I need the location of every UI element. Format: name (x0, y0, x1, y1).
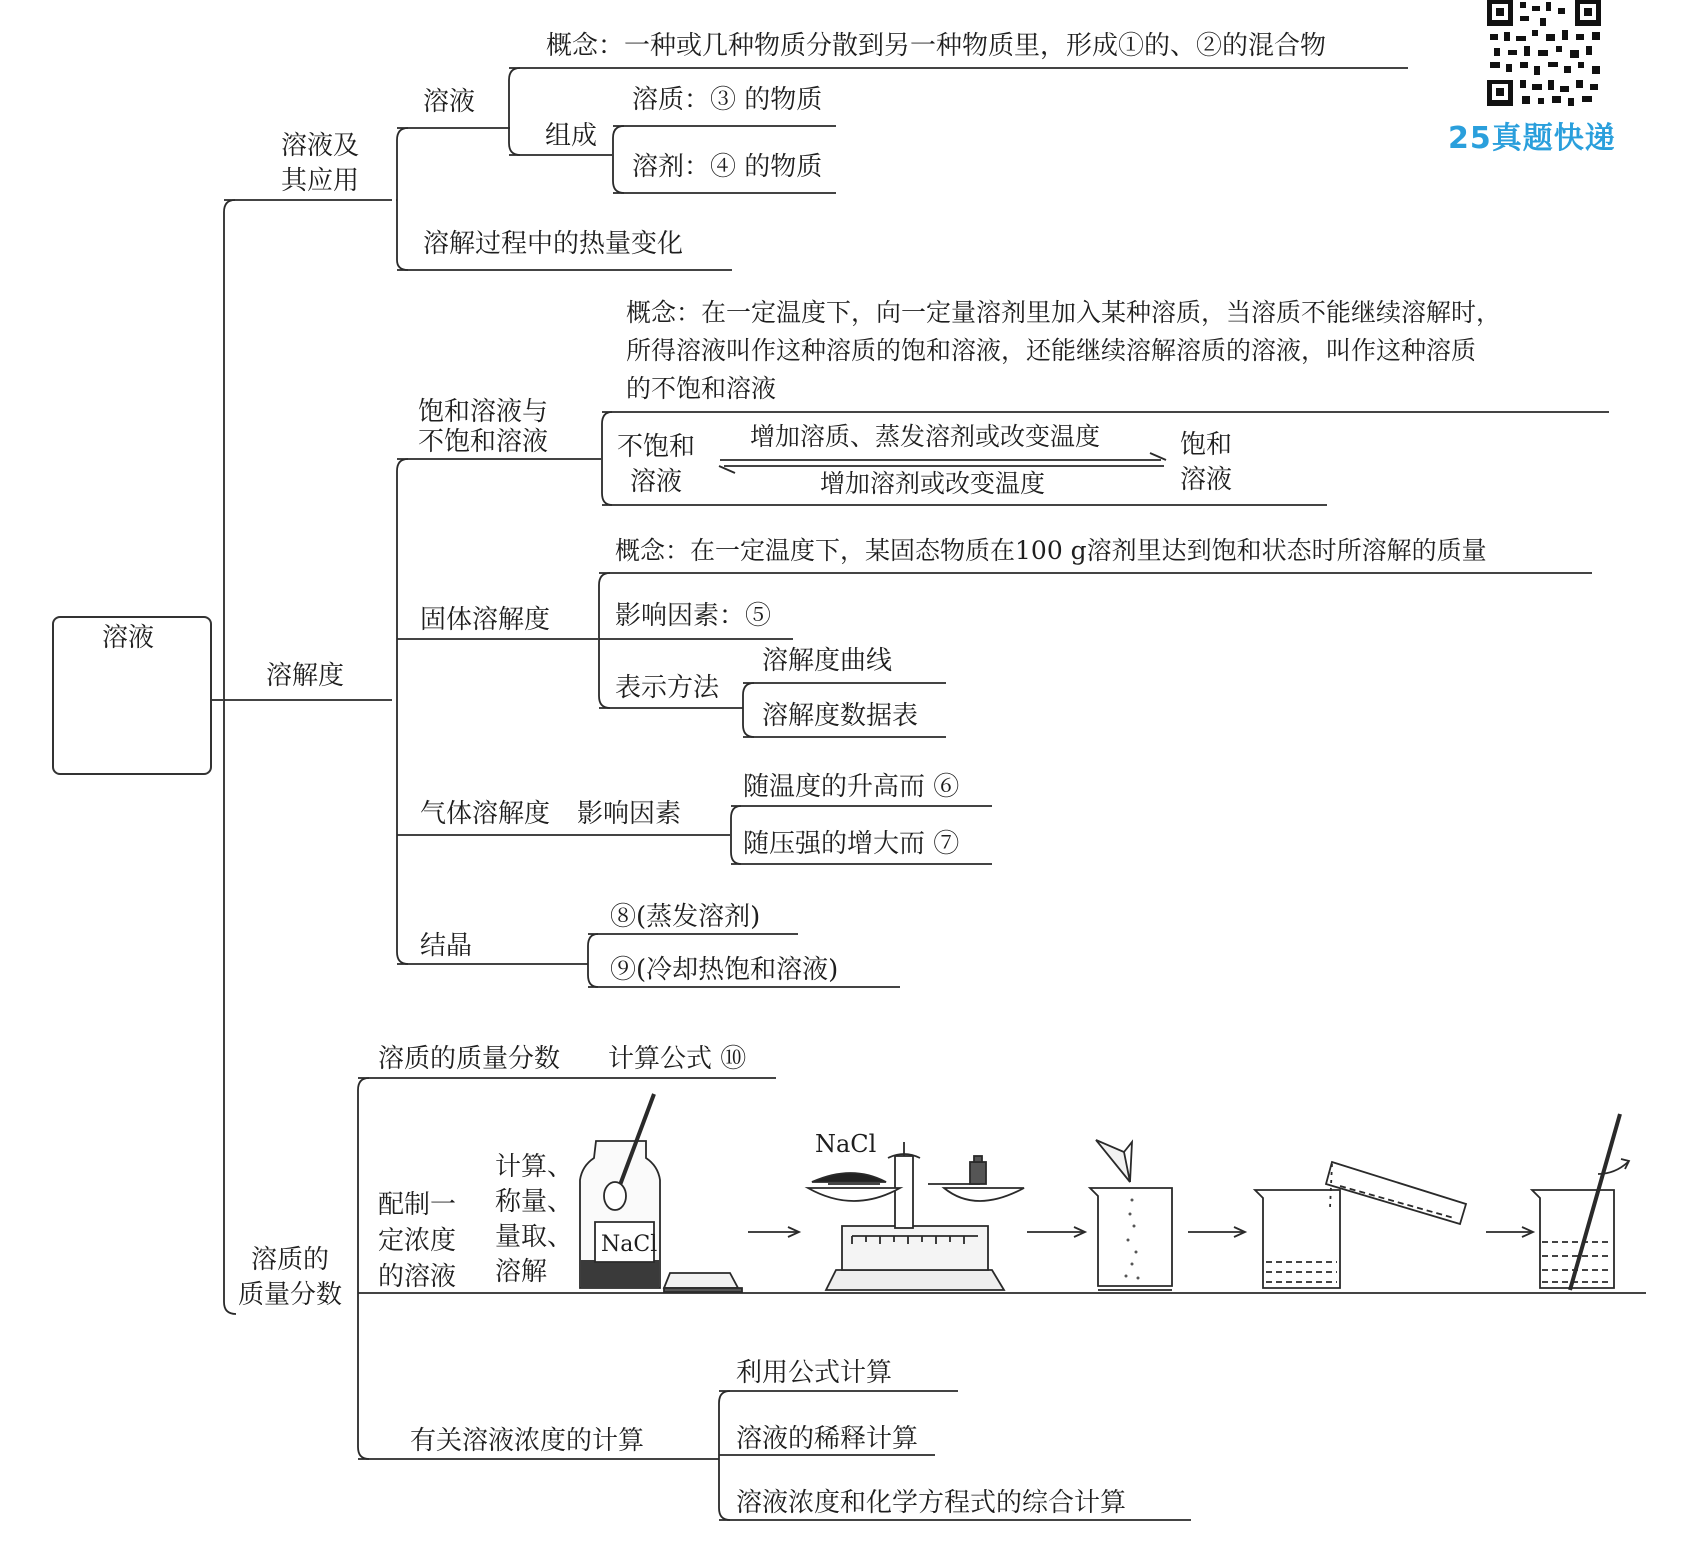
gas-temperature: 随温度的升高而 ⑥ (743, 772, 960, 802)
saturated-concept-line3: 的不饱和溶液 (626, 374, 777, 403)
calc-formula: 利用公式计算 (736, 1358, 893, 1388)
gas-factors: 影响因素 (577, 799, 682, 829)
prep-step-dissolve: 溶解 (495, 1257, 548, 1287)
b1-bracket (397, 128, 408, 270)
solution-concept: 概念：一种或几种物质分散到另一种物质里，形成①的、②的混合物 (546, 31, 1327, 61)
heat-change-node: 溶解过程中的热量变化 (423, 229, 684, 259)
saturated-concept-line1: 概念：在一定温度下，向一定量溶剂里加入某种溶质，当溶质不能继续溶解时， (626, 298, 1502, 327)
solid-factors: 影响因素：⑤ (615, 601, 772, 631)
balance-icon (808, 1142, 1024, 1290)
solute-item: 溶质：③ 的物质 (632, 85, 823, 115)
solvent-item: 溶剂：④ 的物质 (632, 152, 823, 182)
concentration-calc-node: 有关溶液浓度的计算 (410, 1426, 645, 1456)
crystal-method2: ⑨(冷却热饱和溶液) (610, 955, 839, 985)
calc-dilution: 溶液的稀释计算 (736, 1424, 919, 1454)
saturated-concept-line2: 所得溶液叫作这种溶质的饱和溶液，还能继续溶解溶质的溶液，叫作这种溶质 (626, 336, 1477, 365)
cylinder-pouring-icon (1255, 1162, 1466, 1288)
gas-solubility-node: 气体溶解度 (420, 799, 551, 829)
forward-condition: 增加溶质、蒸发溶剂或改变温度 (750, 422, 1101, 451)
methods-node: 表示方法 (615, 673, 720, 703)
brand-caption: 25真题快递 (1448, 121, 1616, 156)
b3-bracket (358, 1078, 369, 1459)
saturated-line1: 饱和 (1180, 430, 1233, 460)
b3-label-line1: 溶质的 (251, 1245, 330, 1275)
saturated-line2: 溶液 (1180, 465, 1233, 495)
method-table: 溶解度数据表 (762, 701, 919, 731)
balance-label: NaCl (815, 1130, 877, 1158)
backward-condition: 增加溶剂或改变温度 (820, 469, 1046, 498)
crystal-method1: ⑧(蒸发溶剂) (610, 902, 761, 932)
beaker-funnel-icon (1090, 1140, 1172, 1290)
prep-label-line1: 配制一 (378, 1190, 457, 1220)
prep-step-weigh: 称量、 (495, 1187, 574, 1217)
saturated-label-line2: 不饱和溶液 (418, 427, 549, 457)
gas-pressure: 随压强的增大而 ⑦ (743, 829, 960, 859)
solid-solubility-node: 固体溶解度 (420, 605, 551, 635)
bottle-label: NaCl (601, 1232, 658, 1257)
saturated-label-line1: 饱和溶液与 (418, 397, 549, 427)
composition-node: 组成 (545, 121, 598, 151)
unsaturated-line2: 溶液 (630, 467, 683, 497)
prep-step-measure: 量取、 (495, 1222, 574, 1252)
stirring-rod-icon (1532, 1114, 1629, 1290)
calc-combined: 溶液浓度和化学方程式的综合计算 (736, 1488, 1127, 1518)
reagent-bottle-icon (580, 1094, 742, 1292)
solubility-node: 溶解度 (266, 661, 345, 691)
solution-node: 溶液 (423, 87, 476, 117)
b1-label-line2: 其应用 (281, 166, 360, 196)
qr-code-icon (1485, 0, 1603, 108)
b2-bracket (397, 459, 408, 964)
mass-fraction-node: 溶质的质量分数 (378, 1044, 561, 1074)
solid-concept: 概念：在一定温度下，某固态物质在100 g溶剂里达到饱和状态时所溶解的质量 (615, 536, 1487, 565)
root-label: 溶液 (102, 623, 155, 653)
prep-label-line3: 的溶液 (378, 1262, 457, 1292)
main-trunk (224, 200, 236, 1314)
prep-label-line2: 定浓度 (378, 1226, 457, 1256)
formula-item: 计算公式 ⑩ (608, 1044, 747, 1074)
unsaturated-line1: 不饱和 (617, 432, 696, 462)
b1-label-line1: 溶液及 (281, 131, 360, 161)
method-curve: 溶解度曲线 (762, 646, 893, 676)
b3-label-line2: 质量分数 (238, 1280, 343, 1310)
crystallization-node: 结晶 (420, 931, 473, 961)
prep-step-calc: 计算、 (495, 1152, 574, 1182)
